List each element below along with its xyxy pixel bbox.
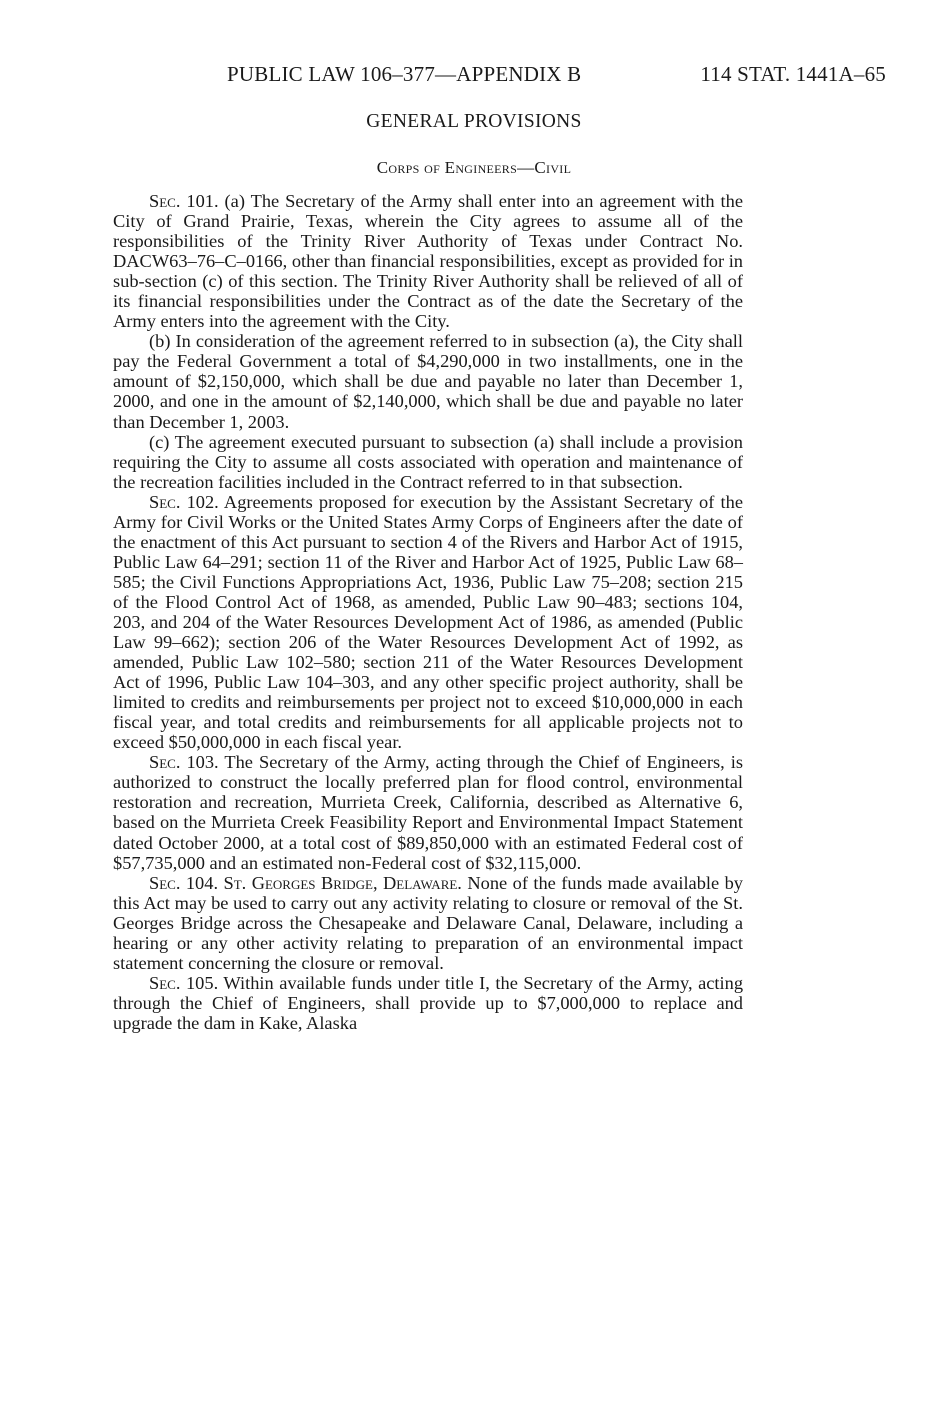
- section-heading: St. Georges Bridge, Delaware.: [223, 872, 462, 893]
- paragraph-text: Within available funds under title I, the Secretary of the Army, acting through the Chief of Engineers, shall provide up to $7,000,000 to replace and upgrade the dam in Kake, Alaska: [113, 972, 744, 1033]
- paragraph-sec-101-c: [113, 432, 743, 492]
- paragraph-sec-102: [113, 492, 743, 753]
- section-title: GENERAL PROVISIONS: [366, 111, 582, 132]
- subsection-title: Corps of Engineers—Civil: [376, 158, 572, 177]
- page-number: 114 STAT. 1441A–65: [700, 62, 886, 86]
- paragraph-sec-104: [113, 873, 743, 973]
- section-label: Sec. 101.: [149, 191, 219, 211]
- paragraph-text: (c) The agreement executed pursuant to subsection (a) shall include a provision requiring the City to assume all costs associated with operation and maintenance of the recreation facilities included in the Contract referred to in that subsection.: [113, 431, 743, 492]
- paragraph-sec-101-a: [113, 191, 743, 331]
- section-label: Sec. 105.: [149, 972, 219, 993]
- running-head: PUBLIC LAW 106–377—APPENDIX B: [227, 62, 582, 86]
- paragraph-text: The Secretary of the Army, acting through the Chief of Engineers, is authorized to construct the locally preferred plan for flood control, environmental restoration and recreation, Murrieta Creek, California, described as Alternative 6, based on the Murrieta Creek Feasibility Report and Environmental Impact Statement dated October 2000, at a total cost of $89,850,000 with an estimated Federal cost of $57,735,000 and an estimated non-Federal cost of $32,115,000.: [113, 752, 743, 873]
- paragraph-sec-105: [113, 973, 743, 1033]
- paragraph-text: Agreements proposed for execution by the Assistant Secretary of the Army for Civil Works or the United States Army Corps of Engineers after the date of the enactment of this Act pursuant to section 4 of the Rivers and Harbor Act of 1915, Public Law 64–291; section 11 of the River and Harbor Act of 1925, Public Law 68–585; the Civil Functions Appropriations Act, 1936, Public Law 75–208; section 215 of the Flood Control Act of 1968, as amended, Public Law 90–483; sections 104, 203, and 204 of the Water Resources Development Act of 1986, as amended (Public Law 99–662); section 206 of the Water Resources Development Act of 1992, as amended, Public Law 102–580; section 211 of the Water Resources Development Act of 1996, Public Law 104–303, and any other specific project authority, shall be limited to credits and reimbursements per project not to exceed $10,000,000 in each fiscal year, and total credits and reimbursements for all applicable projects not to exceed $50,000,000 in each fiscal year.: [113, 491, 743, 753]
- body-text: [113, 191, 743, 1033]
- paragraph-text: None of the funds made available by this Act may be used to carry out any activity relating to closure or removal of the St. Georges Bridge across the Chesapeake and Delaware Canal, Delaware, including a hearing or any other activity relating to preparation of an environmental impact statement concerning the closure or removal.: [113, 872, 744, 973]
- section-label: Sec. 102.: [149, 491, 219, 512]
- paragraph-sec-101-b: [113, 331, 743, 431]
- paragraph-text: (a) The Secretary of the Army shall enter into an agreement with the City of Grand Prairie, Texas, wherein the City agrees to assume all of the responsibilities of the Trinity River Authority of Texas under Contract No. DACW63–76–C–0166, other than financial responsibilities, except as provided for in sub-section (c) of this section. The Trinity River Authority shall be relieved of all of its financial responsibilities under the Contract as of the date the Secretary of the Army enters into the agreement with the City.: [113, 191, 743, 332]
- section-label: Sec. 104.: [149, 872, 219, 893]
- paragraph-text: (b) In consideration of the agreement referred to in subsection (a), the City shall pay the Federal Government a total of $4,290,000 in two installments, one in the amount of $2,150,000, which shall be due and payable no later than December 1, 2000, and one in the amount of $2,140,000, which shall be due and payable no later than December 1, 2003.: [113, 331, 743, 432]
- section-label: Sec. 103.: [149, 752, 219, 773]
- paragraph-sec-103: [113, 752, 743, 872]
